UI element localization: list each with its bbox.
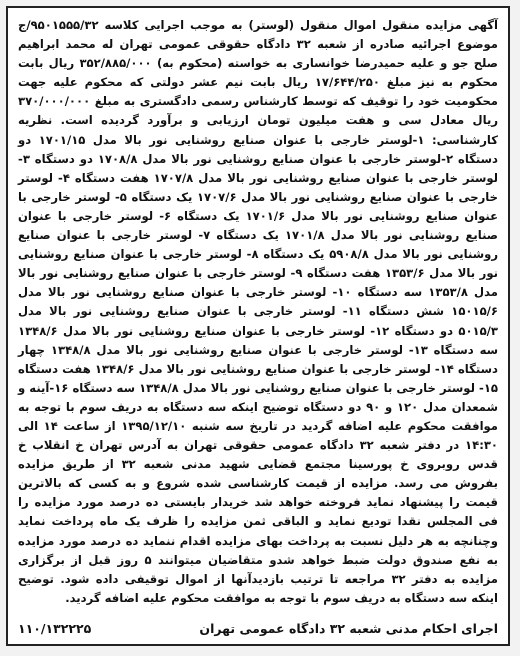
auction-notice — [6, 6, 510, 646]
notice-body: آگهی مزایده منقول اموال منقول (لوستر) به موجب اجرایی کلاسه ۹۵۰۱۵۵۵/۳۲/ج موضوع اجرائیه صادره از شعبه ۳۲ دادگاه حقوقی عمومی تهران له محمد ابراهیم صلح جو و علیه حمیدرضا خوانساری به خواسته (محکوم به) ۳۵۲/۸۸۵/۰۰۰ ریال بابت محکوم به نیز مبلغ ۱۷/۶۴۴/۲۵۰ ریال بابت نیم عشر دولتی که محکوم علیه جهت محکومیت خود را توقیف که توسط کارشناس رسمی دادگستری به مبلغ ۳۷۰/۰۰۰/۰۰۰ ریال معادل سی و هفت میلیون تومان ارزیابی و برآورد گردیده است. نظریه کارشناسی: ۱-لوستر خارجی با عنوان صنایع روشنایی نور بالا مدل ۱۷۰۱/۱۵ دو دستگاه ۲-لوستر خارجی با عنوان صنایع روشنایی نور بالا مدل ۱۷۰۸/۸ دو دستگاه ۳- لوستر خارجی با عنوان صنایع روشنایی نور بالا مدل ۱۷۰۷/۸ هفت دستگاه ۴- لوستر خارجی با عنوان صنایع روشنایی نور بالا مدل ۱۷۰۷/۶ یک دستگاه ۵- لوستر خارجی با عنوان صنایع روشنایی نور بالا مدل ۱۷۰۱/۶ یک دستگاه ۶- لوستر خارجی با عنوان صنایع روشنایی نور بالا مدل ۱۷۰۱/۸ یک دستگاه ۷- لوستر خارجی با عنوان صنایع روشنایی نور بالا مدل ۵۹۰۸/۸ یک دستگاه ۸- لوستر خارجی با عنوان صنایع روشنایی نور بالا مدل ۱۳۵۳/۶ هفت دستگاه ۹- لوستر خارجی با عنوان صنایع روشنایی نور بالا مدل ۱۳۵۳/۸ سه دستگاه ۱۰- لوستر خارجی با عنوان صنایع روشنایی نور بالا مدل ۱۵۰۱۵/۶ شش دستگاه ۱۱- لوستر خارجی با عنوان صنایع روشنایی نور بالا مدل ۵۰۱۵/۳ دو دستگاه ۱۲- لوستر خارجی با عنوان صنایع روشنایی نور بالا مدل ۱۳۴۸/۶ سه دستگاه ۱۳- لوستر خارجی با عنوان صنایع روشنایی نور بالا مدل ۱۳۴۸/۸ چهار دستگاه ۱۴- لوستر خارجی با عنوان صنایع روشنایی نور بالا مدل ۱۳۴۸/۶ هفت دستگاه ۱۵- لوستر خارجی با عنوان صنایع روشنایی نور بالا مدل ۱۳۴۸/۸ سه دستگاه ۱۶-آینه و شمعدان مدل ۱۲۰ و ۹۰ دو دستگاه توضیح اینکه سه دستگاه به دریف سوم با توجه به موافقت محکوم علیه اضافه گردید در تاریخ سه شنبه ۱۳۹۵/۱۲/۱۰ از ساعت ۱۴ الی ۱۴:۳۰ در دفتر شعبه ۳۲ دادگاه عمومی حقوقی تهران به آدرس تهران خ انقلاب خ قدس روبروی خ پورسینا مجتمع قضایی شهید مدنی شعبه ۳۲ از طریق مزایده بفروش می رسد. مزایده از قیمت کارشناسی شده شروع و به کسی که بالاترین قیمت را پیشنهاد نماید فروخته خواهد شد خریدار بایستی ده درصد مورد مزایده را فی المجلس نقدا تودیع نماید و الباقی ثمن مزایده را ظرف یک ماه پرداخت نماید وچنانچه به هر دلیل نسبت به پرداخت بهای مزایده اقدام ننماید ده درصد مورد مزایده به نفع صندوق دولت ضبط خواهد شدو متقاضیان میتوانند ۵ روز قبل از برگزاری مزایده به دفتر ۳۲ مراجعه تا ترتیب بازدیدآنها از اموال توقیفی داده شود. توضیح اینکه سه دستگاه به دریف سوم با توجه به موافقت محکوم علیه اضافه گردید. — [18, 18, 499, 605]
reference-number: ۱۱۰/۱۳۲۲۲۵ — [18, 621, 92, 636]
signature-line: اجرای احکام مدنی شعبه ۳۲ دادگاه عمومی تهران — [199, 621, 498, 636]
notice-footer — [18, 621, 498, 636]
